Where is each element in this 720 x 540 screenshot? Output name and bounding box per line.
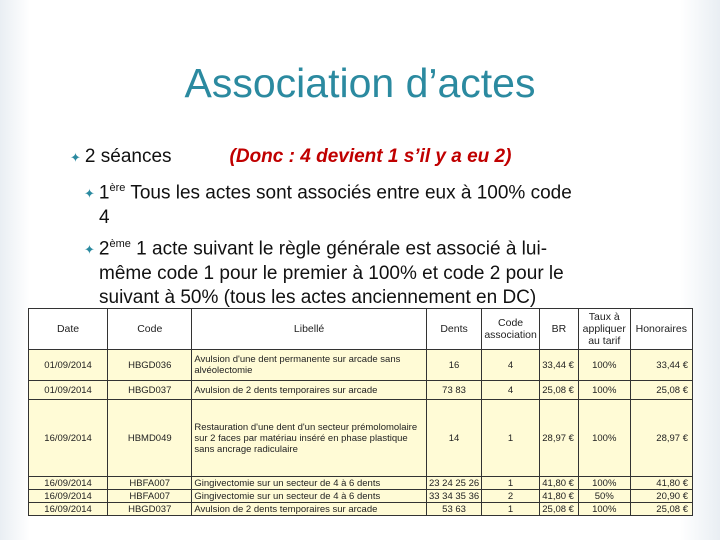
cell-taux: 50% xyxy=(578,490,630,503)
cell-br: 28,97 € xyxy=(539,400,578,477)
bullet-second-prefix: 2 xyxy=(98,238,110,260)
cell-dents: 14 xyxy=(426,400,482,477)
cell-dents: 53 63 xyxy=(426,503,482,516)
bullet-seances-text: 2 séances xyxy=(84,146,172,167)
bullet-icon: ✦ xyxy=(70,150,81,165)
cell-br: 25,08 € xyxy=(539,381,578,400)
cell-br: 41,80 € xyxy=(539,490,578,503)
cell-taux: 100% xyxy=(578,381,630,400)
bullet-icon: ✦ xyxy=(84,186,95,202)
header-code: Code xyxy=(108,309,192,350)
cell-date: 01/09/2014 xyxy=(29,381,108,400)
table-row xyxy=(29,503,693,516)
cell-taux: 100% xyxy=(578,400,630,477)
cell-code: HBGD037 xyxy=(108,381,192,400)
bullet-second-text: 1 acte suivant le règle générale est associé à lui- xyxy=(130,238,548,260)
cell-honoraires: 28,97 € xyxy=(630,400,692,477)
cell-honoraires: 25,08 € xyxy=(630,381,692,400)
cell-honoraires: 41,80 € xyxy=(630,477,692,490)
slide-title: Association d’actes xyxy=(184,60,536,106)
bullet-first-session xyxy=(84,176,684,230)
cell-code-association: 1 xyxy=(482,503,540,516)
cell-libelle: Gingivectomie sur un secteur de 4 à 6 dents xyxy=(192,490,426,503)
cell-br: 41,80 € xyxy=(539,477,578,490)
table-row xyxy=(29,477,693,490)
bullet-first-cont: 4 xyxy=(99,207,110,229)
cell-date: 16/09/2014 xyxy=(29,477,108,490)
table-row xyxy=(29,400,693,477)
bullet-second-cont2: suivant à 50% (tous les actes anciennement en DC) xyxy=(99,287,537,309)
bullet-seances-note: (Donc : 4 devient 1 s’il y a eu 2) xyxy=(229,146,512,167)
cell-date: 16/09/2014 xyxy=(29,400,108,477)
bullet-second-session xyxy=(84,232,674,310)
cell-code-association: 1 xyxy=(482,400,540,477)
acts-table xyxy=(28,308,693,516)
table-row xyxy=(29,490,693,503)
table-row xyxy=(29,350,693,381)
cell-libelle: Avulsion de 2 dents temporaires sur arcade xyxy=(192,381,426,400)
header-libelle: Libellé xyxy=(192,309,426,350)
bullet-first-text: Tous les actes sont associés entre eux à 100% code xyxy=(125,182,572,204)
cell-code-association: 2 xyxy=(482,490,540,503)
cell-taux: 100% xyxy=(578,350,630,381)
header-date: Date xyxy=(29,309,108,350)
table-header-row xyxy=(29,309,693,350)
cell-code: HBMD049 xyxy=(108,400,192,477)
cell-libelle: Avulsion de 2 dents temporaires sur arcade xyxy=(192,503,426,516)
cell-code: HBFA007 xyxy=(108,490,192,503)
cell-honoraires: 25,08 € xyxy=(630,503,692,516)
header-honoraires: Honoraires xyxy=(630,309,692,350)
cell-code-association: 4 xyxy=(482,350,540,381)
bullet-icon: ✦ xyxy=(84,242,95,258)
cell-date: 16/09/2014 xyxy=(29,503,108,516)
cell-taux: 100% xyxy=(578,503,630,516)
header-dents: Dents xyxy=(426,309,482,350)
header-taux: Taux à appliquer au tarif xyxy=(578,309,630,350)
bullet-second-cont1: même code 1 pour le premier à 100% et code 2 pour le xyxy=(99,263,564,285)
cell-dents: 73 83 xyxy=(426,381,482,400)
bullet-first-prefix: 1 xyxy=(98,182,110,204)
cell-code-association: 4 xyxy=(482,381,540,400)
cell-code: HBFA007 xyxy=(108,477,192,490)
cell-taux: 100% xyxy=(578,477,630,490)
cell-libelle: Gingivectomie sur un secteur de 4 à 6 dents xyxy=(192,477,426,490)
cell-br: 33,44 € xyxy=(539,350,578,381)
cell-honoraires: 33,44 € xyxy=(630,350,692,381)
cell-date: 01/09/2014 xyxy=(29,350,108,381)
cell-code: HBGD036 xyxy=(108,350,192,381)
cell-libelle: Restauration d'une dent d'un secteur prémolomolaire sur 2 faces par matériau inséré en phase plastique sans ancrage radiculaire xyxy=(192,400,426,477)
bullet-second-sup: ème xyxy=(109,238,131,250)
table-row xyxy=(29,381,693,400)
bullet-first-sup: ère xyxy=(109,182,126,194)
header-br: BR xyxy=(539,309,578,350)
cell-date: 16/09/2014 xyxy=(29,490,108,503)
cell-dents: 16 xyxy=(426,350,482,381)
cell-br: 25,08 € xyxy=(539,503,578,516)
cell-honoraires: 20,90 € xyxy=(630,490,692,503)
cell-code-association: 1 xyxy=(482,477,540,490)
cell-dents: 33 34 35 36 xyxy=(426,490,482,503)
cell-dents: 23 24 25 26 xyxy=(426,477,482,490)
cell-libelle: Avulsion d'une dent permanente sur arcade sans alvéolectomie xyxy=(192,350,426,381)
cell-code: HBGD037 xyxy=(108,503,192,516)
header-code-association: Code association xyxy=(482,309,540,350)
bullet-seances xyxy=(70,146,511,168)
